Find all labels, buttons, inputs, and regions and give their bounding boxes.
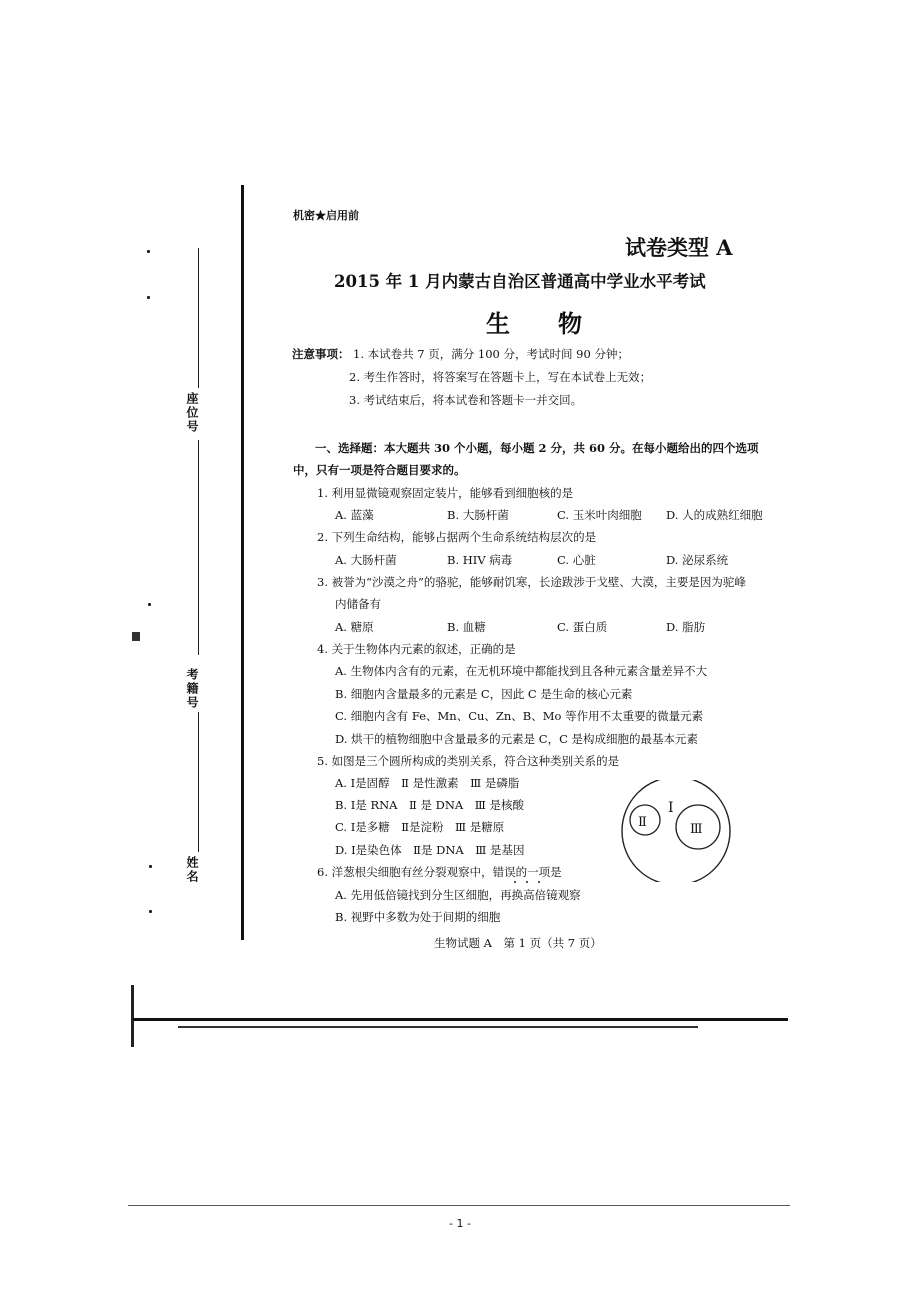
notice-label: 注意事项： [292, 347, 350, 361]
option: D. 脂肪 [666, 620, 706, 634]
notice-item: 2. 考生作答时，将答案写在答题卡上，写在本试卷上无效； [349, 370, 652, 384]
option: D. 泌尿系统 [666, 553, 729, 567]
question-stem-cont: 内储备有 [335, 597, 381, 611]
option: B. 大肠杆菌 [447, 508, 509, 522]
label-I: Ⅰ [668, 800, 674, 816]
scan-edge-line [131, 985, 134, 1047]
scan-speck [148, 603, 151, 606]
option: C. 心脏 [557, 553, 596, 567]
footer-rule [128, 1205, 790, 1206]
option: C. 蛋白质 [557, 620, 608, 634]
label-III: Ⅲ [690, 822, 703, 837]
option: B. 血糖 [447, 620, 486, 634]
notice-item: 1. 本试卷共 7 页，满分 100 分，考试时间 90 分钟； [353, 347, 629, 361]
paper-type: 试卷类型 A [625, 235, 733, 260]
question-stem: 5. 如图是三个圆所构成的类别关系，符合这种类别关系的是 [317, 754, 620, 768]
option: B. HIV 病毒 [447, 553, 513, 567]
venn-diagram [620, 780, 732, 882]
seat-field-line-2 [198, 440, 199, 655]
seat-field-line [198, 248, 199, 388]
name-label: 姓名 [185, 856, 199, 884]
seat-label: 座位号 [185, 392, 199, 434]
question-stem: 3. 被誉为“沙漠之舟”的骆驼，能够耐饥寒，长途跋涉于戈壁、大漠，主要是因为驼峰 [317, 575, 746, 589]
scan-speck [147, 296, 150, 299]
secret-mark: 机密★启用前 [293, 209, 359, 222]
scan-speck [149, 865, 152, 868]
option: B. 细胞内含量最多的元素是 C，因此 C 是生命的核心元素 [335, 687, 633, 701]
exam-no-label: 考籍号 [185, 668, 199, 710]
option: A. Ⅰ是固醇 Ⅱ 是性激素 Ⅲ 是磷脂 [335, 776, 520, 790]
exam-title: 2015 年 1 月内蒙古自治区普通高中学业水平考试 [334, 272, 706, 291]
scan-speck [132, 632, 140, 641]
question-stem: 4. 关于生物体内元素的叙述，正确的是 [317, 642, 516, 656]
question-stem: 6. 洋葱根尖细胞有丝分裂观察中，错误的一项是 [317, 865, 562, 879]
option: C. 玉米叶肉细胞 [557, 508, 642, 522]
scan-bottom-edge-inner [178, 1026, 698, 1028]
option: C. Ⅰ是多糖 Ⅱ是淀粉 Ⅲ 是糖原 [335, 820, 505, 834]
paper-page-footer: 生物试题 A 第 1 页（共 7 页） [434, 936, 602, 950]
option: D. 烘干的植物细胞中含量最多的元素是 C，C 是构成细胞的最基本元素 [335, 732, 699, 746]
option: A. 蓝藻 [335, 508, 374, 522]
option: A. 生物体内含有的元素，在无机环境中都能找到且各种元素含量差异不大 [335, 664, 708, 678]
section-intro: 一、选择题：本大题共 30 个小题，每小题 2 分，共 60 分。在每小题给出的四个选项 [315, 441, 759, 455]
scan-bottom-edge [133, 1018, 788, 1021]
emphasis-dot [526, 881, 528, 883]
emphasis-dot [538, 881, 540, 883]
option: B. 视野中多数为处于间期的细胞 [335, 910, 501, 924]
option: B. Ⅰ是 RNA Ⅱ 是 DNA Ⅲ 是核酸 [335, 798, 524, 812]
subject-title: 生 物 [486, 309, 582, 338]
question-stem: 1. 利用显微镜观察固定装片，能够看到细胞核的是 [317, 486, 574, 500]
notice-item: 3. 考试结束后，将本试卷和答题卡一并交回。 [349, 393, 583, 407]
binding-line [241, 185, 244, 940]
scan-speck [147, 250, 150, 253]
exam-no-field-line [198, 712, 199, 852]
page-number: - 1 - [449, 1217, 471, 1230]
option: A. 糖原 [335, 620, 374, 634]
option: D. Ⅰ是染色体 Ⅱ是 DNA Ⅲ 是基因 [335, 843, 525, 857]
label-II: Ⅱ [638, 815, 647, 830]
option: A. 大肠杆菌 [335, 553, 397, 567]
scan-speck [149, 910, 152, 913]
question-stem: 2. 下列生命结构，能够占据两个生命系统结构层次的是 [317, 530, 597, 544]
option: D. 人的成熟红细胞 [666, 508, 763, 522]
section-intro-2: 中，只有一项是符合题目要求的。 [293, 463, 466, 477]
option: C. 细胞内含有 Fe、Mn、Cu、Zn、B、Mo 等作用不太重要的微量元素 [335, 709, 704, 723]
emphasis-dot [514, 881, 516, 883]
option: A. 先用低倍镜找到分生区细胞，再换高倍镜观察 [335, 888, 581, 902]
